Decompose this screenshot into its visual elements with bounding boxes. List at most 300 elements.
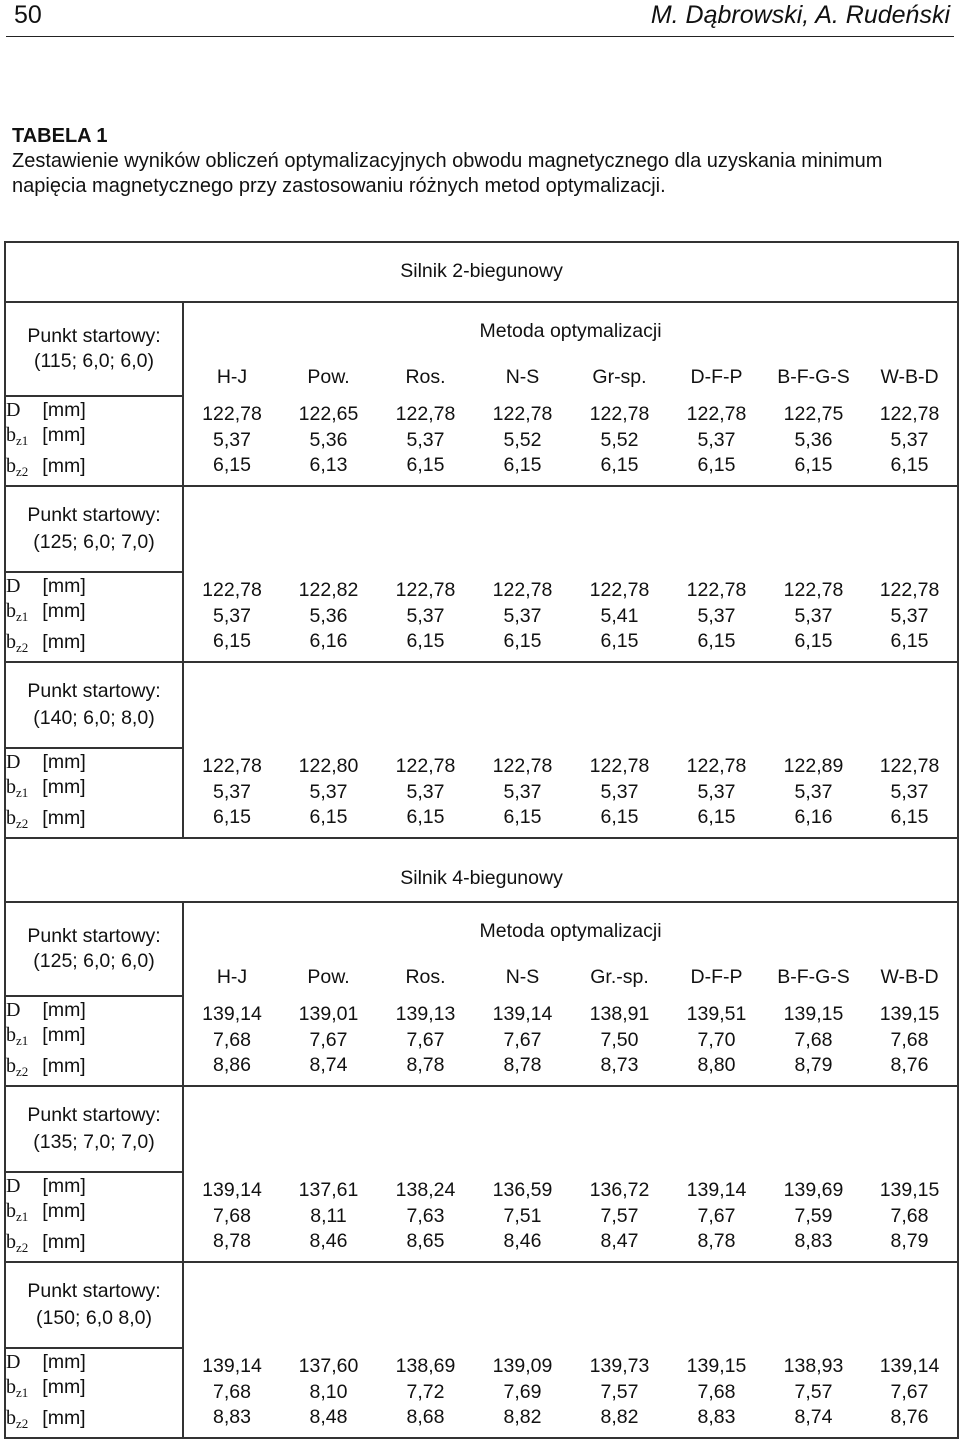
result-values-row: [5, 748, 958, 838]
start-point-cell: [5, 302, 183, 396]
result-value-bz2: 8,80: [697, 1054, 736, 1077]
running-header-authors: M. Dąbrowski, A. Rudeński: [650, 1, 950, 29]
result-value-D: 122,78: [492, 755, 553, 778]
result-cell: [377, 396, 474, 486]
section-title: Silnik 2-biegunowy: [5, 242, 958, 302]
result-value-D: 122,89: [783, 755, 844, 778]
result-value-D: 139,14: [686, 1179, 747, 1202]
unit-label: [mm]: [42, 1024, 86, 1047]
method-header: D-F-P: [690, 966, 743, 989]
result-value-bz1: 5,37: [890, 780, 929, 803]
result-value-bz2: 8,78: [503, 1054, 542, 1077]
result-value-D: 122,78: [783, 579, 844, 602]
result-cell: [668, 1172, 765, 1262]
result-cell: [183, 1348, 280, 1438]
variable-subscript: z1: [16, 1209, 29, 1225]
result-value-bz2: 6,15: [890, 806, 929, 829]
result-value-bz2: 8,73: [600, 1054, 639, 1077]
unit-label: [mm]: [42, 806, 86, 829]
variable-symbol: D: [6, 750, 21, 773]
variable-label: [6, 1230, 182, 1261]
result-value-D: 138,24: [395, 1179, 456, 1202]
result-value-bz1: 7,72: [406, 1380, 445, 1403]
variable-label: [6, 1174, 182, 1200]
result-cell: [862, 572, 958, 662]
result-values-row: [5, 1348, 958, 1438]
variable-symbol: D: [6, 398, 21, 421]
result-value-bz1: 7,69: [503, 1380, 542, 1403]
result-value-bz1: 7,67: [309, 1028, 348, 1051]
result-value-bz2: 8,82: [600, 1406, 639, 1429]
result-value-bz1: 7,68: [213, 1380, 251, 1403]
result-value-bz1: 7,68: [794, 1028, 833, 1051]
result-cell: [571, 1348, 668, 1438]
result-value-bz1: 7,50: [600, 1028, 639, 1051]
unit-label: [mm]: [42, 574, 86, 597]
result-value-bz2: 8,78: [697, 1230, 736, 1253]
result-value-bz2: 6,15: [503, 630, 542, 653]
result-value-bz2: 8,65: [406, 1230, 445, 1253]
result-cell: [571, 396, 668, 486]
result-value-bz2: 6,15: [794, 630, 833, 653]
variable-symbol: b: [6, 806, 16, 829]
variable-label: [6, 1406, 182, 1437]
unit-label: [mm]: [42, 1376, 86, 1399]
result-cell: [183, 996, 280, 1086]
result-value-bz1: 5,36: [309, 604, 348, 627]
result-value-D: 138,91: [589, 1003, 650, 1026]
start-point-row: [5, 1086, 958, 1172]
variable-label: [6, 1054, 182, 1085]
section-title-row: [5, 242, 958, 302]
variable-labels: [5, 396, 183, 486]
result-value-bz2: 8,47: [600, 1230, 639, 1253]
method-header: Ros.: [405, 966, 446, 989]
method-header: W-B-D: [862, 360, 958, 396]
result-value-bz2: 6,15: [406, 630, 445, 653]
variable-labels: [5, 1172, 183, 1262]
variable-symbol: b: [6, 630, 16, 653]
method-title-row: [5, 302, 958, 360]
result-value-bz2: 8,83: [794, 1230, 833, 1253]
result-value-bz2: 8,83: [697, 1406, 736, 1429]
variable-label: [6, 998, 182, 1024]
method-header: N-S: [505, 966, 540, 989]
result-value-bz2: 6,15: [213, 806, 251, 829]
result-value-bz2: 8,82: [503, 1406, 542, 1429]
result-value-bz2: 6,15: [503, 454, 542, 477]
variable-subscript: z2: [16, 463, 29, 479]
result-value-D: 139,14: [492, 1003, 553, 1026]
variable-subscript: z2: [16, 1063, 29, 1079]
result-value-D: 122,78: [202, 403, 262, 426]
variable-symbol: b: [6, 454, 16, 477]
start-point-value: (125; 6,0; 7,0): [33, 531, 155, 553]
result-value-D: 139,69: [783, 1179, 844, 1202]
result-value-bz1: 7,67: [697, 1204, 736, 1227]
result-value-D: 139,13: [395, 1003, 456, 1026]
result-value-bz2: 8,74: [794, 1406, 833, 1429]
start-point-cell: [5, 486, 183, 572]
result-value-D: 138,93: [783, 1355, 844, 1378]
result-value-bz2: 6,15: [309, 806, 348, 829]
variable-symbol: b: [6, 1200, 16, 1223]
result-value-bz1: 5,37: [697, 780, 736, 803]
method-header: W-B-D: [862, 960, 958, 996]
result-value-bz2: 6,15: [213, 630, 251, 653]
result-value-bz2: 8,68: [406, 1406, 445, 1429]
result-value-bz2: 6,15: [697, 806, 736, 829]
result-value-D: 139,14: [879, 1355, 940, 1378]
result-value-D: 122,78: [395, 755, 456, 778]
result-value-bz2: 8,78: [213, 1230, 251, 1253]
start-point-cell: [5, 1086, 183, 1172]
result-value-bz2: 6,15: [697, 454, 736, 477]
result-value-D: 139,73: [589, 1355, 650, 1378]
result-value-D: 122,78: [589, 755, 650, 778]
result-value-bz1: 5,36: [309, 428, 348, 451]
result-value-bz2: 8,46: [309, 1230, 348, 1253]
result-value-D: 122,78: [686, 403, 747, 426]
result-cell: [474, 396, 571, 486]
result-cell: [280, 396, 377, 486]
variable-label: [6, 398, 182, 424]
result-cell: [474, 748, 571, 838]
table-caption-title: TABELA 1: [12, 125, 108, 147]
result-cell: [668, 1348, 765, 1438]
result-values-row: [5, 996, 958, 1086]
results-table: [4, 241, 959, 1439]
section-title: Silnik 4-biegunowy: [5, 838, 958, 902]
result-value-bz2: 6,15: [697, 630, 736, 653]
variable-symbol: b: [6, 1230, 16, 1253]
result-value-D: 139,15: [879, 1003, 940, 1026]
result-value-bz2: 6,13: [309, 454, 348, 477]
result-cell: [765, 748, 862, 838]
result-value-D: 122,78: [395, 403, 456, 426]
result-value-bz1: 7,68: [213, 1028, 251, 1051]
result-cell: [765, 396, 862, 486]
result-value-bz2: 8,86: [213, 1054, 251, 1077]
empty-cell: [183, 1262, 958, 1348]
result-value-D: 138,69: [395, 1355, 456, 1378]
result-value-D: 139,15: [686, 1355, 747, 1378]
result-value-bz1: 5,37: [406, 780, 445, 803]
variable-symbol: b: [6, 424, 16, 447]
result-value-bz2: 8,76: [890, 1054, 929, 1077]
result-value-D: 122,78: [589, 403, 650, 426]
unit-label: [mm]: [42, 998, 86, 1021]
result-value-bz1: 5,37: [503, 780, 542, 803]
method-header: Ros.: [405, 366, 446, 389]
variable-subscript: z1: [16, 433, 29, 449]
start-point-label: Punkt startowy:: [27, 1279, 161, 1302]
start-point-label: Punkt startowy:: [27, 324, 161, 347]
start-point-value: (150; 6,0 8,0): [36, 1307, 152, 1329]
result-value-bz2: 6,15: [600, 806, 639, 829]
variable-subscript: z1: [16, 609, 29, 625]
result-value-bz1: 5,41: [600, 604, 639, 627]
variable-symbol: D: [6, 574, 21, 597]
result-value-bz1: 5,37: [406, 428, 445, 451]
start-point-label: Punkt startowy:: [27, 679, 161, 702]
result-value-bz2: 8,76: [890, 1406, 929, 1429]
result-value-D: 122,78: [686, 579, 747, 602]
result-cell: [765, 572, 862, 662]
result-value-D: 139,09: [492, 1355, 553, 1378]
unit-label: [mm]: [42, 1230, 86, 1253]
variable-symbol: D: [6, 1174, 21, 1197]
result-value-bz2: 8,83: [213, 1406, 251, 1429]
result-cell: [183, 572, 280, 662]
result-value-bz1: 5,37: [794, 780, 833, 803]
start-point-label: Punkt startowy:: [27, 924, 161, 947]
result-cell: [377, 996, 474, 1086]
variable-label: [6, 1350, 182, 1376]
result-value-bz1: 8,11: [310, 1204, 347, 1227]
result-value-D: 139,51: [686, 1003, 747, 1026]
result-values-row: [5, 1172, 958, 1262]
variable-label: [6, 630, 182, 661]
result-value-bz1: 7,59: [794, 1204, 833, 1227]
result-cell: [668, 572, 765, 662]
empty-cell: [183, 1086, 958, 1172]
result-value-bz1: 7,67: [890, 1380, 929, 1403]
result-value-D: 122,78: [879, 403, 940, 426]
variable-label: [6, 775, 182, 806]
result-value-bz1: 7,70: [697, 1028, 736, 1051]
result-value-bz1: 7,51: [503, 1204, 542, 1227]
result-cell: [474, 1348, 571, 1438]
variable-label: [6, 1023, 182, 1054]
unit-label: [mm]: [42, 1350, 86, 1373]
result-value-D: 139,14: [202, 1003, 262, 1026]
table-caption: [12, 124, 952, 199]
unit-label: [mm]: [42, 424, 86, 447]
start-point-value: (125; 6,0; 6,0): [33, 950, 155, 972]
result-value-bz1: 7,67: [503, 1028, 542, 1051]
result-value-bz1: 7,57: [794, 1380, 833, 1403]
variable-symbol: b: [6, 600, 16, 623]
result-value-bz1: 5,52: [503, 428, 542, 451]
variable-subscript: z2: [16, 1415, 29, 1431]
start-point-cell: [5, 1262, 183, 1348]
result-value-D: 136,59: [492, 1179, 553, 1202]
variable-symbol: b: [6, 1054, 16, 1077]
result-value-bz2: 8,74: [309, 1054, 348, 1077]
result-value-bz2: 6,16: [794, 806, 833, 829]
unit-label: [mm]: [42, 1174, 86, 1197]
start-point-row: [5, 1262, 958, 1348]
result-value-D: 122,80: [298, 755, 359, 778]
result-cell: [571, 572, 668, 662]
unit-label: [mm]: [42, 776, 86, 799]
result-value-bz1: 7,57: [600, 1380, 639, 1403]
result-value-bz2: 6,15: [503, 806, 542, 829]
unit-label: [mm]: [42, 600, 86, 623]
result-value-D: 122,78: [492, 579, 553, 602]
variable-symbol: b: [6, 1406, 16, 1429]
unit-label: [mm]: [42, 1200, 86, 1223]
result-value-D: 137,61: [298, 1179, 359, 1202]
result-values-row: [5, 396, 958, 486]
result-value-bz1: 7,68: [890, 1204, 929, 1227]
result-cell: [183, 1172, 280, 1262]
result-value-bz1: 5,37: [890, 428, 929, 451]
variable-labels: [5, 996, 183, 1086]
result-value-bz1: 7,68: [697, 1380, 736, 1403]
variable-symbol: b: [6, 1376, 16, 1399]
unit-label: [mm]: [42, 1406, 86, 1429]
result-value-bz2: 6,15: [600, 630, 639, 653]
result-value-bz1: 5,37: [503, 604, 542, 627]
result-value-bz1: 5,37: [213, 428, 251, 451]
variable-label: [6, 806, 182, 837]
result-cell: [474, 1172, 571, 1262]
method-header: H-J: [216, 966, 248, 989]
result-value-bz1: 5,52: [600, 428, 639, 451]
variable-subscript: z1: [16, 785, 29, 801]
result-value-bz1: 5,37: [697, 428, 736, 451]
method-header: Gr-sp.: [592, 366, 647, 389]
result-value-D: 139,01: [298, 1003, 359, 1026]
variable-labels: [5, 748, 183, 838]
result-value-D: 122,78: [686, 755, 747, 778]
result-cell: [862, 396, 958, 486]
variable-label: [6, 454, 182, 485]
start-point-value: (140; 6,0; 8,0): [33, 707, 155, 729]
result-value-bz2: 6,15: [890, 630, 929, 653]
result-cell: [474, 996, 571, 1086]
section-title-row: [5, 838, 958, 902]
variable-label: [6, 423, 182, 454]
method-header: B-F-G-S: [777, 366, 850, 389]
result-cell: [668, 748, 765, 838]
result-value-D: 122,78: [879, 755, 940, 778]
result-cell: [571, 748, 668, 838]
variable-label: [6, 1199, 182, 1230]
start-point-cell: [5, 662, 183, 748]
method-header: N-S: [505, 366, 540, 389]
result-value-D: 136,72: [589, 1179, 650, 1202]
result-cell: [183, 396, 280, 486]
unit-label: [mm]: [42, 630, 86, 653]
result-cell: [280, 748, 377, 838]
result-value-bz1: 5,37: [697, 604, 736, 627]
start-point-value: (115; 6,0; 6,0): [34, 350, 154, 372]
variable-symbol: b: [6, 776, 16, 799]
result-value-D: 139,14: [202, 1355, 262, 1378]
result-value-bz1: 5,37: [890, 604, 929, 627]
result-cell: [862, 996, 958, 1086]
result-value-bz1: 7,63: [406, 1204, 445, 1227]
result-cell: [668, 996, 765, 1086]
start-point-label: Punkt startowy:: [27, 503, 161, 526]
result-value-D: 122,75: [783, 403, 844, 426]
variable-label: [6, 574, 182, 600]
method-title: Metoda optymalizacji: [183, 902, 958, 960]
result-value-D: 139,15: [879, 1179, 940, 1202]
start-point-cell: [5, 902, 183, 996]
result-value-bz2: 8,78: [406, 1054, 445, 1077]
result-value-D: 139,14: [202, 1179, 262, 1202]
result-value-D: 122,78: [879, 579, 940, 602]
result-value-bz2: 6,16: [309, 630, 348, 653]
method-title: Metoda optymalizacji: [183, 302, 958, 360]
result-cell: [765, 1348, 862, 1438]
result-value-bz2: 8,48: [309, 1406, 348, 1429]
result-value-D: 122,78: [395, 579, 456, 602]
result-cell: [280, 1348, 377, 1438]
variable-symbol: D: [6, 1350, 21, 1373]
method-header: Gr.-sp.: [590, 966, 649, 989]
result-value-bz2: 8,79: [890, 1230, 929, 1253]
result-cell: [862, 748, 958, 838]
empty-cell: [183, 486, 958, 572]
variable-subscript: z2: [16, 815, 29, 831]
result-value-bz2: 6,15: [600, 454, 639, 477]
result-value-bz1: 7,67: [406, 1028, 445, 1051]
method-header: D-F-P: [690, 366, 743, 389]
result-value-bz1: 5,37: [600, 780, 639, 803]
result-value-bz2: 8,46: [503, 1230, 542, 1253]
method-header: Pow.: [307, 966, 350, 989]
result-cell: [765, 1172, 862, 1262]
result-cell: [377, 572, 474, 662]
result-cell: [280, 1172, 377, 1262]
result-value-bz1: 5,36: [794, 428, 833, 451]
result-value-bz1: 8,10: [309, 1380, 348, 1403]
method-title-row: [5, 902, 958, 960]
result-cell: [280, 996, 377, 1086]
result-cell: [377, 748, 474, 838]
result-value-D: 122,82: [298, 579, 359, 602]
variable-label: [6, 599, 182, 630]
method-header: H-J: [216, 366, 248, 389]
table-caption-text: Zestawienie wyników obliczeń optymalizacyjnych obwodu magnetycznego dla uzyskania minimum napięcia magnetycznego przy zastosowaniu różnych metod optymalizacji.: [12, 150, 883, 197]
variable-symbol: b: [6, 1024, 16, 1047]
header-rule: [6, 36, 954, 37]
result-cell: [183, 748, 280, 838]
result-cell: [571, 1172, 668, 1262]
result-value-bz1: 5,37: [213, 604, 251, 627]
start-point-row: [5, 486, 958, 572]
result-value-D: 122,65: [298, 403, 359, 426]
result-cell: [862, 1348, 958, 1438]
result-value-bz2: 6,15: [890, 454, 929, 477]
result-cell: [765, 996, 862, 1086]
variable-subscript: z2: [16, 639, 29, 655]
empty-cell: [183, 662, 958, 748]
result-value-D: 122,78: [202, 579, 262, 602]
variable-label: [6, 750, 182, 776]
start-point-value: (135; 7,0; 7,0): [33, 1131, 155, 1153]
result-value-bz2: 6,15: [406, 806, 445, 829]
result-cell: [377, 1172, 474, 1262]
result-value-bz1: 7,57: [600, 1204, 639, 1227]
result-value-bz2: 6,15: [406, 454, 445, 477]
variable-labels: [5, 572, 183, 662]
result-values-row: [5, 572, 958, 662]
result-cell: [280, 572, 377, 662]
page-number: 50: [14, 1, 42, 29]
result-cell: [377, 1348, 474, 1438]
result-cell: [862, 1172, 958, 1262]
result-cell: [474, 572, 571, 662]
result-value-D: 122,78: [589, 579, 650, 602]
result-value-D: 139,15: [783, 1003, 844, 1026]
result-value-bz1: 5,37: [406, 604, 445, 627]
